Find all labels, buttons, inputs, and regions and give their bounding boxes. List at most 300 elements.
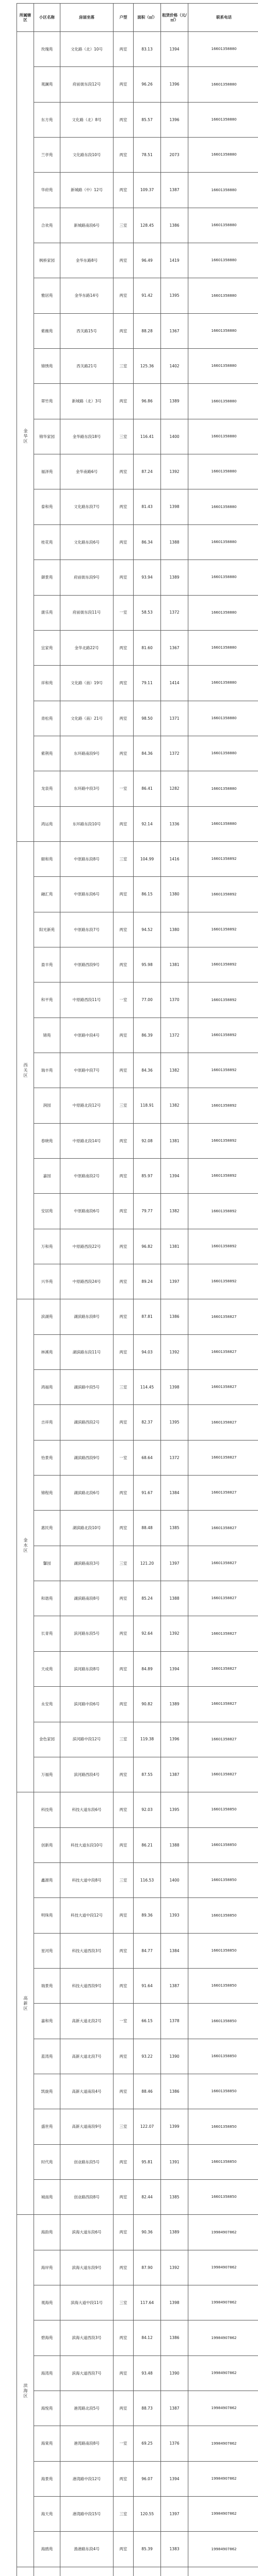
address-cell: 科技大道东段10号: [60, 1827, 114, 1862]
table-row: [17, 560, 258, 595]
layout-cell: 两室: [114, 1581, 134, 1616]
area-cell: 96.86: [134, 384, 161, 419]
community-name-cell: 鑫源苑: [34, 1862, 60, 1897]
address-cell: 中原路北段12号: [60, 1088, 114, 1123]
phone-cell: 16601358880: [188, 736, 258, 771]
table-row: [17, 2074, 258, 2109]
community-name-cell: 凯旋苑: [34, 2074, 60, 2109]
phone-cell: 16601358827: [188, 1722, 258, 1757]
layout-cell: 一室: [114, 595, 134, 630]
phone-cell: 19984907862: [188, 2532, 258, 2567]
price-cell: 1397: [161, 2497, 188, 2532]
area-cell: 84.36: [134, 1053, 161, 1088]
phone-cell: 19984907862: [188, 2461, 258, 2496]
community-name-cell: 龙泉苑: [34, 771, 60, 806]
area-cell: 69.25: [134, 2426, 161, 2461]
table-row: [17, 2215, 258, 2250]
community-name-cell: 瑞丰苑: [34, 1053, 60, 1088]
area-cell: 86.39: [134, 1018, 161, 1053]
table-row: [17, 1334, 258, 1369]
layout-cell: 两室: [114, 1476, 134, 1511]
price-cell: 1396: [161, 1722, 188, 1757]
address-cell: 中原路东段6号: [60, 877, 114, 912]
area-cell: 79.11: [134, 666, 161, 701]
address-cell: 滨海大道中段11号: [60, 2285, 114, 2320]
community-name-cell: 星河苑: [34, 1933, 60, 1968]
phone-cell: 16601358850: [188, 2109, 258, 2144]
address-cell: 文化路（北）8号: [60, 102, 114, 137]
area-cell: 120.55: [134, 2497, 161, 2532]
table-row: [17, 489, 258, 524]
phone-cell: 16601358880: [188, 666, 258, 701]
table-row: [17, 666, 258, 701]
header-address: 房屋坐落: [60, 4, 114, 32]
community-name-cell: 紫薇苑: [34, 313, 60, 348]
community-name-cell: 海湾苑: [34, 2355, 60, 2391]
phone-cell: 16601358827: [188, 1370, 258, 1405]
phone-cell: 16601358892: [188, 1088, 258, 1123]
address-cell: 滨海大道东段9号: [60, 2250, 114, 2285]
layout-cell: 两室: [114, 1933, 134, 1968]
layout-cell: 两室: [114, 736, 134, 771]
table-row: [17, 2461, 258, 2496]
price-cell: 1394: [161, 2461, 188, 2496]
area-cell: 96.49: [134, 243, 161, 278]
table-row: [17, 2320, 258, 2355]
layout-cell: 三室: [114, 1862, 134, 1897]
price-cell: 1386: [161, 1299, 188, 1334]
phone-cell: 16601358850: [188, 1827, 258, 1862]
community-name-cell: 祥和苑: [34, 666, 60, 701]
table-row: [17, 313, 258, 348]
price-cell: 1389: [161, 1687, 188, 1722]
community-name-cell: 海棠苑: [34, 2426, 60, 2461]
table-row: [17, 595, 258, 630]
phone-cell: 16601358880: [188, 806, 258, 841]
header-layout: 户型: [114, 4, 134, 32]
phone-cell: 16601358892: [188, 1229, 258, 1264]
price-cell: 1378: [161, 2004, 188, 2039]
table-row: [17, 1194, 258, 1229]
phone-cell: 16601358850: [188, 1933, 258, 1968]
layout-cell: 两室: [114, 560, 134, 595]
address-cell: 中原路北段14号: [60, 1123, 114, 1158]
community-name-cell: 蓝湾苑: [34, 2039, 60, 2074]
phone-cell: 16601358892: [188, 982, 258, 1018]
area-cell: 86.41: [134, 771, 161, 806]
table-row: [17, 173, 258, 208]
table-row: [17, 1933, 258, 1968]
table-row: [17, 701, 258, 736]
address-cell: 金华东路14号: [60, 278, 114, 313]
phone-cell: 16601358892: [188, 947, 258, 982]
address-cell: 滨海大道东段6号: [60, 2215, 114, 2250]
price-cell: 1387: [161, 1757, 188, 1792]
area-cell: 90.36: [134, 2215, 161, 2250]
area-cell: 79.77: [134, 1194, 161, 1229]
area-cell: 85.97: [134, 1159, 161, 1194]
community-name-cell: 海岸苑: [34, 2250, 60, 2285]
layout-cell: 两室: [114, 806, 134, 841]
address-cell: 西关路21号: [60, 349, 114, 384]
area-cell: 82.37: [134, 1405, 161, 1440]
layout-cell: 一室: [114, 2426, 134, 2461]
price-cell: 1386: [161, 208, 188, 243]
area-cell: 87.90: [134, 2250, 161, 2285]
area-cell: 125.36: [134, 349, 161, 384]
table-row: [17, 454, 258, 489]
area-cell: 114.45: [134, 1370, 161, 1405]
community-name-cell: 安居苑: [34, 1194, 60, 1229]
layout-cell: 三室: [114, 349, 134, 384]
header-row: [17, 4, 258, 32]
area-cell: 118.91: [134, 1088, 161, 1123]
table-row: [17, 67, 258, 102]
price-cell: 1370: [161, 982, 188, 1018]
address-cell: 府前街东段11号: [60, 595, 114, 630]
address-cell: 文化路（北）10号: [60, 32, 114, 67]
community-name-cell: 润园: [34, 1088, 60, 1123]
community-name-cell: 康乐苑: [34, 595, 60, 630]
phone-cell: 16601358880: [188, 419, 258, 454]
address-cell: 滨海大道西段7号: [60, 2355, 114, 2391]
address-cell: 中原路西段22号: [60, 1229, 114, 1264]
table-row: [17, 2532, 258, 2567]
address-cell: 中原路西段9号: [60, 947, 114, 982]
header-district: 所属辖区: [17, 4, 34, 32]
layout-cell: 三室: [114, 2497, 134, 2532]
layout-cell: 两室: [114, 1511, 134, 1546]
table-row: [17, 1123, 258, 1158]
table-row: [17, 1088, 258, 1123]
layout-cell: 两室: [114, 2074, 134, 2109]
address-cell: 高新大道北段7号: [60, 2039, 114, 2074]
area-cell: 95.98: [134, 947, 161, 982]
community-name-cell: 鸿福苑: [34, 1370, 60, 1405]
area-cell: 92.14: [134, 806, 161, 841]
community-name-cell: 御景苑: [34, 560, 60, 595]
area-cell: 116.41: [134, 419, 161, 454]
price-cell: 1396: [161, 102, 188, 137]
price-cell: 1398: [161, 2285, 188, 2320]
phone-cell: 16601358850: [188, 1898, 258, 1933]
table-row: [17, 912, 258, 947]
price-cell: 1389: [161, 560, 188, 595]
price-cell: 1371: [161, 701, 188, 736]
table-row: [17, 771, 258, 806]
price-cell: 1400: [161, 1862, 188, 1897]
table-row: [17, 2179, 258, 2214]
address-cell: 滨河路西段4号: [60, 1757, 114, 1792]
phone-cell: 16601358892: [188, 1123, 258, 1158]
layout-cell: 两室: [114, 1968, 134, 2003]
table-row: [17, 1264, 258, 1299]
layout-cell: 两室: [114, 2215, 134, 2250]
price-cell: 1394: [161, 32, 188, 67]
price-cell: 1395: [161, 278, 188, 313]
price-cell: 1336: [161, 806, 188, 841]
address-cell: 新城路（北）3号: [60, 384, 114, 419]
layout-cell: 两室: [114, 384, 134, 419]
community-name-cell: 时代苑: [34, 2144, 60, 2179]
community-name-cell: 城南苑: [34, 2179, 60, 2214]
price-cell: 1384: [161, 1933, 188, 1968]
community-name-cell: 馨园: [34, 1546, 60, 1581]
layout-cell: 两室: [114, 666, 134, 701]
phone-cell: 16601358880: [188, 208, 258, 243]
address-cell: 科技大道中段8号: [60, 1862, 114, 1897]
price-cell: 1390: [161, 2039, 188, 2074]
address-cell: 中原路南段2号: [60, 1159, 114, 1194]
price-cell: 1367: [161, 630, 188, 665]
table-row: [17, 138, 258, 173]
address-cell: 金华路东段18号: [60, 419, 114, 454]
community-name-cell: 明珠苑: [34, 1898, 60, 1933]
phone-cell: 16601358827: [188, 1299, 258, 1334]
layout-cell: 两室: [114, 102, 134, 137]
area-cell: 92.08: [134, 1123, 161, 1158]
price-cell: 1387: [161, 2391, 188, 2426]
layout-cell: 两室: [114, 138, 134, 173]
phone-cell: 16601358850: [188, 1968, 258, 2003]
address-cell: 港湾路南段8号: [60, 2426, 114, 2461]
price-cell: 1385: [161, 2179, 188, 2214]
layout-cell: 一室: [114, 2004, 134, 2039]
price-cell: 1414: [161, 666, 188, 701]
header-phone: 联系电话: [188, 4, 258, 32]
phone-cell: 16601358850: [188, 1792, 258, 1827]
table-row: [17, 2250, 258, 2285]
price-cell: 1398: [161, 1370, 188, 1405]
area-cell: 58.53: [134, 595, 161, 630]
layout-cell: 三室: [114, 2285, 134, 2320]
layout-cell: 两室: [114, 630, 134, 665]
price-cell: 1380: [161, 877, 188, 912]
area-cell: 90.82: [134, 1687, 161, 1722]
table-row: [17, 2355, 258, 2391]
table-row: [17, 2039, 258, 2074]
community-name-cell: 枫桥家园: [34, 243, 60, 278]
layout-cell: 两室: [114, 1616, 134, 1651]
price-cell: 2073: [161, 138, 188, 173]
area-cell: 121.20: [134, 1546, 161, 1581]
table-row: [17, 102, 258, 137]
address-cell: 湖滨路东段11号: [60, 1334, 114, 1369]
address-cell: 东环路南段9号: [60, 736, 114, 771]
phone-cell: 16601358892: [188, 841, 258, 876]
area-cell: 88.48: [134, 1511, 161, 1546]
table-row: [17, 208, 258, 243]
address-cell: 科技大道西段9号: [60, 1968, 114, 2003]
phone-cell: 16601358880: [188, 384, 258, 419]
price-cell: 1383: [161, 2532, 188, 2567]
table-row: [17, 419, 258, 454]
address-cell: 湖滨路南段8号: [60, 1581, 114, 1616]
price-cell: 1395: [161, 1792, 188, 1827]
layout-cell: 三室: [114, 208, 134, 243]
community-name-cell: 华府苑: [34, 173, 60, 208]
layout-cell: 两室: [114, 1194, 134, 1229]
phone-cell: 16601358892: [188, 1053, 258, 1088]
table-row: [17, 2391, 258, 2426]
address-cell: 中原路西段11号: [60, 982, 114, 1018]
area-cell: 89.24: [134, 1264, 161, 1299]
table-row: [17, 1581, 258, 1616]
phone-cell: 16601358827: [188, 1405, 258, 1440]
price-cell: 1388: [161, 524, 188, 560]
area-cell: 81.43: [134, 489, 161, 524]
phone-cell: 16601358892: [188, 1018, 258, 1053]
address-cell: 中原路中段4号: [60, 1018, 114, 1053]
table-row: [17, 243, 258, 278]
phone-cell: 16601358850: [188, 2179, 258, 2214]
area-cell: 92.03: [134, 1792, 161, 1827]
price-cell: 1388: [161, 1827, 188, 1862]
address-cell: 高新大道南段9号: [60, 2109, 114, 2144]
community-name-cell: 紫荆苑: [34, 736, 60, 771]
table-row: [17, 1229, 258, 1264]
phone-cell: 16601358827: [188, 1476, 258, 1511]
price-cell: 1386: [161, 2320, 188, 2355]
address-cell: 创业路西段8号: [60, 2179, 114, 2214]
address-cell: 湖滨路西段2号: [60, 1405, 114, 1440]
address-cell: 金华南路6号: [60, 454, 114, 489]
table-row: [17, 1370, 258, 1405]
area-cell: 88.28: [134, 313, 161, 348]
table-row: [17, 806, 258, 841]
area-cell: 78.51: [134, 138, 161, 173]
phone-cell: 16601358880: [188, 771, 258, 806]
address-cell: 高新大道南段4号: [60, 2074, 114, 2109]
price-cell: 1372: [161, 1440, 188, 1475]
table-row: [17, 982, 258, 1018]
price-cell: 1416: [161, 841, 188, 876]
layout-cell: 三室: [114, 1722, 134, 1757]
layout-cell: 两室: [114, 2179, 134, 2214]
phone-cell: 16601358880: [188, 630, 258, 665]
price-cell: 1402: [161, 349, 188, 384]
community-name-cell: 碧海苑: [34, 2320, 60, 2355]
phone-cell: 16601358827: [188, 1616, 258, 1651]
area-cell: 84.89: [134, 1651, 161, 1686]
phone-cell: 16601358880: [188, 489, 258, 524]
area-cell: 91.42: [134, 278, 161, 313]
area-cell: 117.64: [134, 2285, 161, 2320]
price-cell: 1384: [161, 1476, 188, 1511]
community-name-cell: 融汇苑: [34, 877, 60, 912]
layout-cell: 两室: [114, 278, 134, 313]
community-name-cell: 瑞景苑: [34, 1968, 60, 2003]
address-cell: 新城路（中）12号: [60, 173, 114, 208]
area-cell: 94.03: [134, 1334, 161, 1369]
phone-cell: 16601358880: [188, 67, 258, 102]
district-cell: 金水区: [17, 1299, 34, 1792]
table-row: [17, 1476, 258, 1511]
layout-cell: [114, 2567, 134, 2576]
table-row: [17, 1405, 258, 1440]
table-row: [17, 1018, 258, 1053]
price-cell: 1387: [161, 173, 188, 208]
community-name-cell: 合欢苑: [34, 208, 60, 243]
community-name-cell: 盛世苑: [34, 2109, 60, 2144]
community-name-cell: 泰和苑: [34, 489, 60, 524]
phone-cell: 16601358880: [188, 173, 258, 208]
community-name-cell: 雅居苑: [34, 278, 60, 313]
price-cell: 1381: [161, 947, 188, 982]
community-name-cell: 海鸥苑: [34, 2532, 60, 2567]
layout-cell: 两室: [114, 2355, 134, 2391]
layout-cell: 两室: [114, 243, 134, 278]
price-cell: 1282: [161, 771, 188, 806]
table-row: [17, 384, 258, 419]
phone-cell: 16601358892: [188, 877, 258, 912]
area-cell: 109.37: [134, 173, 161, 208]
price-cell: 1389: [161, 2215, 188, 2250]
address-cell: 文化路（南）21号: [60, 701, 114, 736]
area-cell: 88.73: [134, 2391, 161, 2426]
layout-cell: 两室: [114, 1299, 134, 1334]
area-cell: 98.50: [134, 701, 161, 736]
table-row: [17, 2109, 258, 2144]
area-cell: 88.46: [134, 2074, 161, 2109]
phone-cell: 16601358880: [188, 595, 258, 630]
area-cell: 91.67: [134, 1476, 161, 1511]
table-row: [17, 1687, 258, 1722]
layout-cell: 两室: [114, 912, 134, 947]
table-row: [17, 2426, 258, 2461]
address-cell: 滨河路东段5号: [60, 1616, 114, 1651]
area-cell: [134, 2567, 161, 2576]
address-cell: 滨海大道西段3号: [60, 2320, 114, 2355]
area-cell: 89.36: [134, 1898, 161, 1933]
community-name-cell: 嘉和苑: [34, 2004, 60, 2039]
community-name-cell: 和平苑: [34, 982, 60, 1018]
layout-cell: 两室: [114, 1827, 134, 1862]
address-cell: 文化路东段10号: [60, 138, 114, 173]
community-name-cell: 锦程苑: [34, 1476, 60, 1511]
price-cell: 1387: [161, 1968, 188, 2003]
address-cell: 文化路东段7号: [60, 489, 114, 524]
area-cell: 87.55: [134, 1757, 161, 1792]
phone-cell: 19984907862: [188, 2320, 258, 2355]
address-cell: 湖滨路北段6号: [60, 1476, 114, 1511]
community-name-cell: 怡景苑: [34, 1440, 60, 1475]
phone-cell: 16601358827: [188, 1581, 258, 1616]
price-cell: 1385: [161, 1511, 188, 1546]
layout-cell: 两室: [114, 2250, 134, 2285]
address-cell: 中原路东段8号: [60, 841, 114, 876]
phone-cell: 16601358880: [188, 32, 258, 67]
price-cell: 1393: [161, 1898, 188, 1933]
address-cell: 东环路东段10号: [60, 806, 114, 841]
area-cell: 68.64: [134, 1440, 161, 1475]
community-name-cell: 金色家园: [34, 1722, 60, 1757]
phone-cell: 19984907862: [188, 2215, 258, 2250]
area-cell: 87.81: [134, 1299, 161, 1334]
community-name-cell: 林溪苑: [34, 1334, 60, 1369]
community-name-cell: 海天苑: [34, 2497, 60, 2532]
layout-cell: 两室: [114, 1651, 134, 1686]
community-name-cell: 兴华苑: [34, 1264, 60, 1299]
table-row: [17, 1722, 258, 1757]
community-name-cell: 万福苑: [34, 1757, 60, 1792]
community-name-cell: 观澜苑: [34, 67, 60, 102]
layout-cell: 两室: [114, 701, 134, 736]
area-cell: 96.07: [134, 2461, 161, 2496]
community-name-cell: 惠民苑: [34, 1511, 60, 1546]
address-cell: 新城路南段6号: [60, 208, 114, 243]
phone-cell: 16601358827: [188, 1546, 258, 1581]
